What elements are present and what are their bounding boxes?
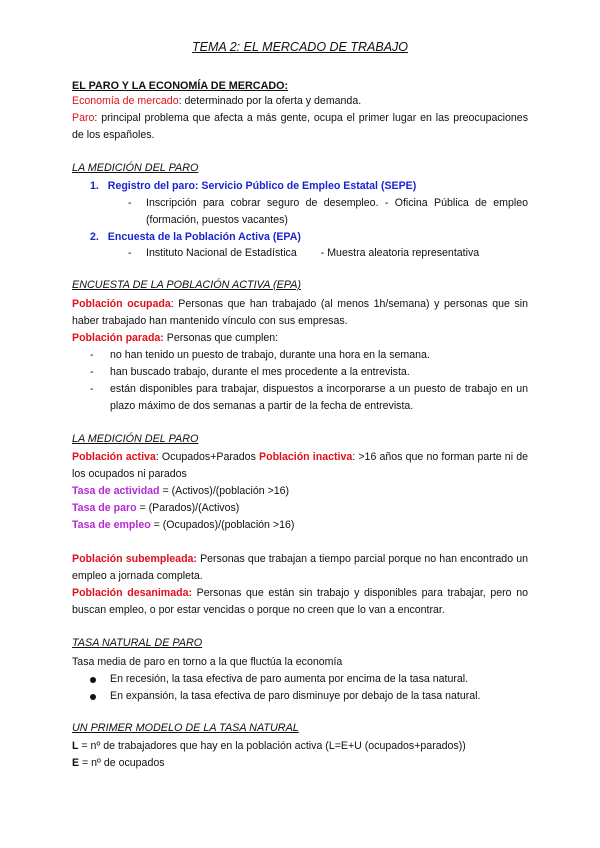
heading-epa: ENCUESTA DE LA POBLACIÓN ACTIVA (EPA) [72, 279, 301, 291]
text-e: = nº de ocupados [79, 757, 165, 769]
list-item-registro-paro [90, 178, 546, 195]
list-item-text: están disponibles para trabajar, dispuestos a incorporarse a un puesto de trabajo en un plazo máximo de dos semanas a partir de la fecha de entrevista. [110, 383, 528, 413]
term-tasa-paro: Tasa de paro [72, 502, 137, 514]
list-item-text: han buscado trabajo, durante el mes procedente a la entrevista. [110, 366, 410, 378]
term-poblacion-desanimada: Población desanimada: [72, 587, 193, 599]
list-item-text: no han tenido un puesto de trabajo, durante una hora en la semana. [110, 349, 430, 361]
term-economia-mercado: Economía de mercado [72, 95, 179, 107]
text-tasa-paro: = (Parados)/(Activos) [136, 502, 240, 514]
document-title: TEMA 2: EL MERCADO DE TRABAJO [191, 40, 408, 54]
paragraph-poblacion-subempleada [72, 551, 528, 585]
heading-tasa-natural: TASA NATURAL DE PARO [72, 637, 203, 649]
term-poblacion-inactiva: Población inactiva [259, 451, 353, 463]
text-tasa-actividad: = (Activos)/(población >16) [162, 485, 290, 497]
paragraph-poblacion-ocupada [72, 296, 528, 330]
formula-tasa-paro [72, 500, 528, 517]
list-item [90, 381, 528, 415]
term-tasa-actividad: Tasa de actividad [72, 485, 163, 497]
list-number-1: 1. [90, 180, 99, 192]
inscripcion-text: Inscripción para cobrar seguro de desempleo. - Oficina Pública de empleo (formación, puestos vacantes) [146, 197, 528, 227]
definition-e [72, 755, 528, 772]
list-item [90, 364, 528, 381]
term-e: E [72, 757, 80, 769]
dash-mark: - [90, 383, 94, 395]
text-l: = nº de trabajadores que hay en la población activa (L=E+U (ocupados+parados)) [78, 740, 466, 752]
sub-item-inscripcion [128, 195, 528, 229]
dash-mark: - [128, 247, 132, 259]
text-poblacion-ocupada: : Personas que han trabajado (al menos 1h/semana) y personas que sin haber trabajado han mantenido vínculo con sus empresas. [72, 298, 528, 328]
heading-medicion-paro-1: LA MEDICIÓN DEL PARO [72, 162, 199, 174]
dash-mark: - [90, 366, 94, 378]
heading-paro-economia: EL PARO Y LA ECONOMÍA DE MERCADO: [72, 80, 289, 92]
epa-label: Encuesta de la Población Activa (EPA) [107, 231, 301, 243]
list-number-2: 2. [90, 231, 99, 243]
text-poblacion-inactiva: : >16 años que no forman parte ni de los ocupados ni parados [72, 451, 528, 481]
text-economia-mercado: : determinado por la oferta y demanda. [178, 95, 362, 107]
paragraph-economia-mercado [72, 93, 528, 110]
term-paro: Paro [72, 112, 95, 124]
registro-paro-label: Registro del paro: Servicio Público de Empleo Estatal (SEPE) [107, 180, 417, 192]
term-poblacion-ocupada: Población ocupada [72, 298, 171, 310]
text-poblacion-parada: Personas que cumplen: [163, 332, 279, 344]
term-poblacion-subempleada: Población subempleada: [72, 553, 197, 565]
list-item-epa [90, 229, 546, 246]
formula-tasa-actividad [72, 483, 528, 500]
muestra-text: - Muestra aleatoria representativa [320, 247, 480, 259]
text-poblacion-desanimada: Personas que están sin trabajo y disponibles para trabajar, pero no buscan empleo, o por estar vencidas o porque no creen que lo van a encontrar. [72, 587, 528, 617]
paragraph-poblacion-desanimada [72, 585, 528, 619]
list-item [90, 347, 528, 364]
term-poblacion-parada: Población parada: [72, 332, 164, 344]
sub-item-ine [128, 245, 528, 262]
term-tasa-empleo: Tasa de empleo [72, 519, 151, 531]
list-item-text: En expansión, la tasa efectiva de paro disminuye por debajo de la tasa natural. [110, 690, 481, 702]
list-item [110, 688, 528, 705]
bullet-dot [90, 677, 96, 683]
paragraph-poblacion-parada [72, 330, 528, 347]
term-poblacion-activa: Población activa [72, 451, 156, 463]
bullet-dot [90, 694, 96, 700]
paragraph-paro [72, 110, 528, 144]
ine-text: Instituto Nacional de Estadística [146, 247, 297, 259]
formula-tasa-empleo [72, 517, 528, 534]
text-poblacion-activa: : Ocupados+Parados [155, 451, 260, 463]
paragraph-poblacion-activa [72, 449, 528, 483]
definition-l [72, 738, 528, 755]
text-tasa-empleo: = (Ocupados)/(población >16) [150, 519, 295, 531]
paragraph-tasa-media: Tasa media de paro en torno a la que fluctúa la economía [72, 656, 343, 668]
text-paro: : principal problema que afecta a más gente, ocupa el primer lugar en las preocupaciones de los españoles. [72, 112, 528, 142]
list-item-text: En recesión, la tasa efectiva de paro aumenta por encima de la tasa natural. [110, 673, 469, 685]
heading-medicion-paro-2: LA MEDICIÓN DEL PARO [72, 433, 199, 445]
heading-primer-modelo: UN PRIMER MODELO DE LA TASA NATURAL [72, 722, 299, 734]
text-poblacion-subempleada: Personas que trabajan a tiempo parcial porque no han encontrado un empleo a jornada completa. [72, 553, 528, 583]
dash-mark: - [128, 197, 132, 209]
list-item [110, 671, 528, 688]
term-l: L [72, 740, 79, 752]
dash-mark: - [90, 349, 94, 361]
